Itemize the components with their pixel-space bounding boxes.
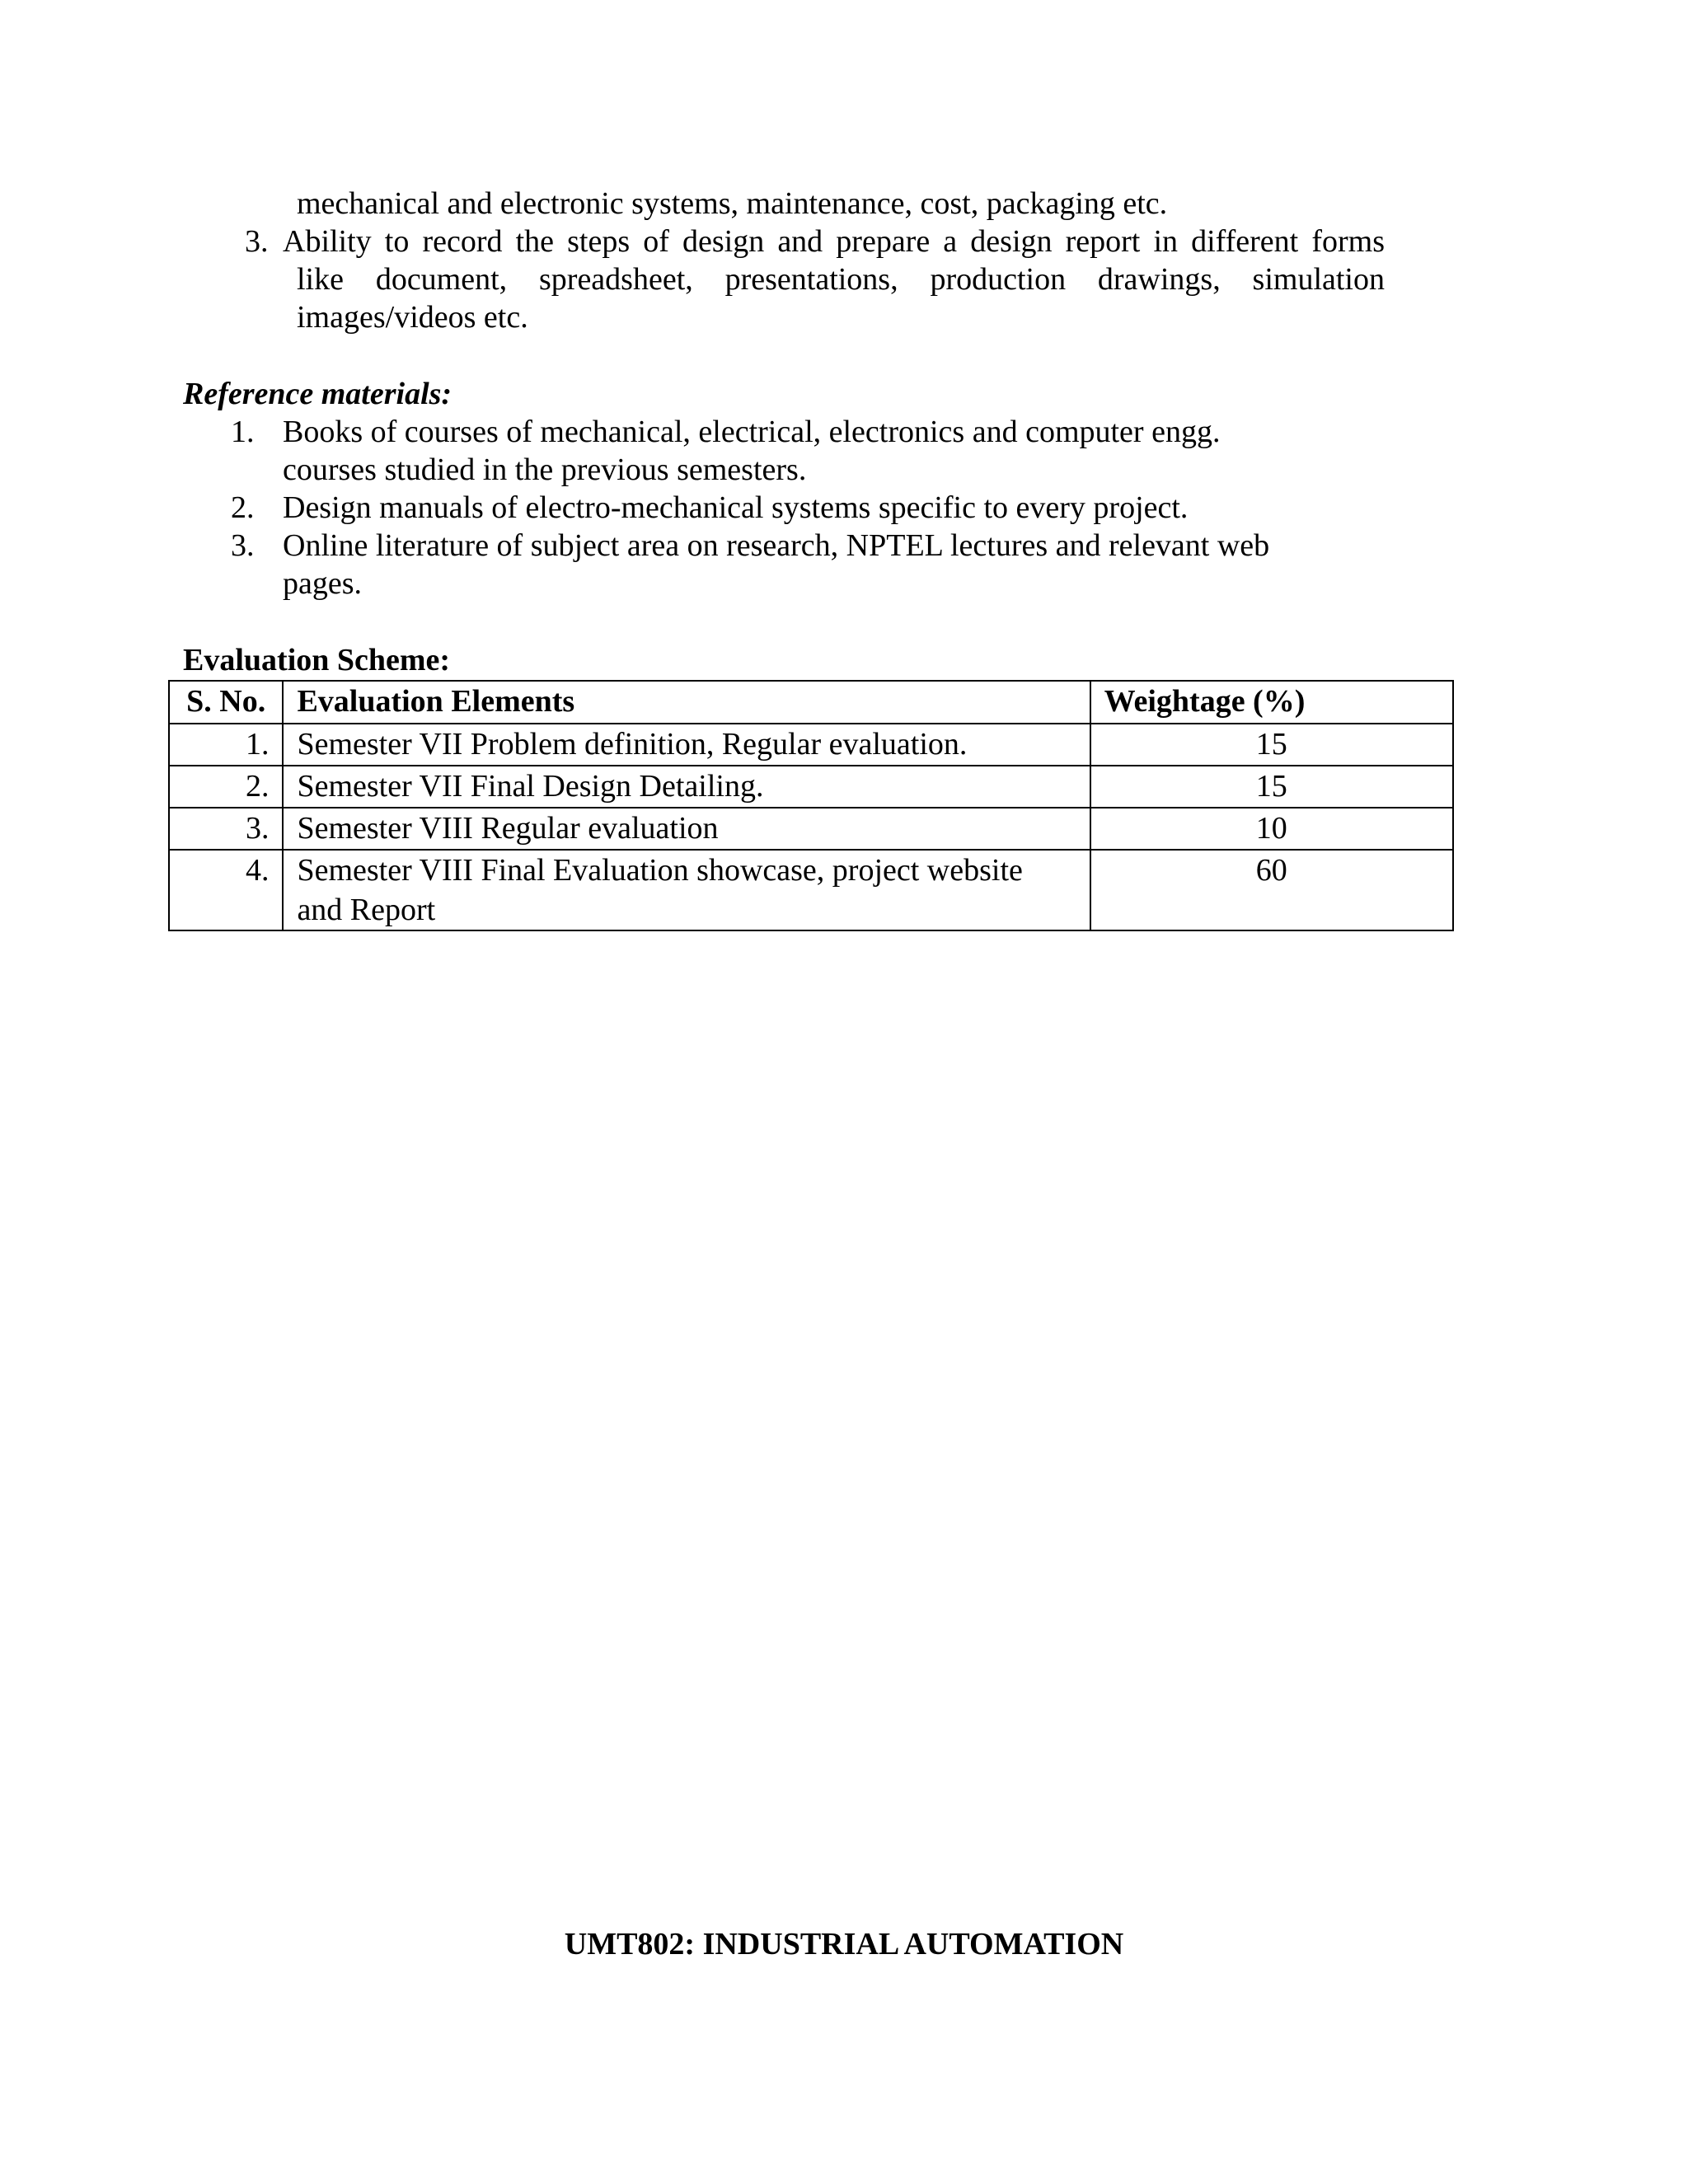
outcome-3-line-1: Ability to record the steps of design and prepare a design report in different forms [283, 224, 1385, 259]
column-header-weightage: Weightage (%) [1090, 681, 1453, 724]
row-sno: 1. [169, 724, 283, 766]
row-weightage: 10 [1090, 808, 1453, 850]
row-weightage: 15 [1090, 724, 1453, 766]
word: simulation [1252, 262, 1385, 297]
reference-1-line-1: Books of courses of mechanical, electrical, electronics and computer engg. [283, 415, 1221, 449]
evaluation-scheme-heading: Evaluation Scheme: [183, 643, 451, 677]
outcome-3-line-2 [297, 260, 1385, 298]
row-element: Semester VII Problem definition, Regular evaluation. [283, 724, 1090, 766]
word: presentations, [724, 262, 898, 297]
row-weightage: 15 [1090, 766, 1453, 808]
row-element: Semester VII Final Design Detailing. [283, 766, 1090, 808]
reference-1-number: 1. [231, 415, 255, 449]
outcome-3-number: 3. [245, 224, 269, 259]
reference-3-number: 3. [231, 528, 255, 563]
row-element [283, 850, 1090, 930]
row-sno: 3. [169, 808, 283, 850]
word: spreadsheet, [539, 262, 693, 297]
row-element: Semester VIII Regular evaluation [283, 808, 1090, 850]
row-element-line-2: and Report [297, 893, 436, 927]
table-row [169, 724, 1453, 766]
row-sno: 2. [169, 766, 283, 808]
reference-materials-heading: Reference materials: [183, 377, 452, 411]
outcome-2-continuation: mechanical and electronic systems, maintenance, cost, packaging etc. [297, 186, 1168, 221]
word: production [930, 262, 1067, 297]
evaluation-table [168, 680, 1454, 931]
reference-3-line-2: pages. [283, 566, 363, 601]
row-sno: 4. [169, 850, 283, 930]
table-row [169, 766, 1453, 808]
word: like [297, 262, 344, 297]
word: drawings, [1097, 262, 1221, 297]
reference-2-line-1: Design manuals of electro-mechanical systems specific to every project. [283, 490, 1189, 525]
outcome-3-line-3: images/videos etc. [297, 300, 528, 335]
reference-3-line-1: Online literature of subject area on research, NPTEL lectures and relevant web [283, 528, 1270, 563]
column-header-sno: S. No. [169, 681, 283, 724]
table-row [169, 808, 1453, 850]
column-header-elements: Evaluation Elements [283, 681, 1090, 724]
word: document, [375, 262, 508, 297]
course-title: UMT802: INDUSTRIAL AUTOMATION [564, 1927, 1124, 1961]
table-row [169, 850, 1453, 930]
row-element-line-1: Semester VIII Final Evaluation showcase, project website [297, 853, 1023, 888]
reference-2-number: 2. [231, 490, 255, 525]
reference-1-line-2: courses studied in the previous semesters. [283, 452, 807, 487]
table-header-row [169, 681, 1453, 724]
row-weightage: 60 [1090, 850, 1453, 930]
